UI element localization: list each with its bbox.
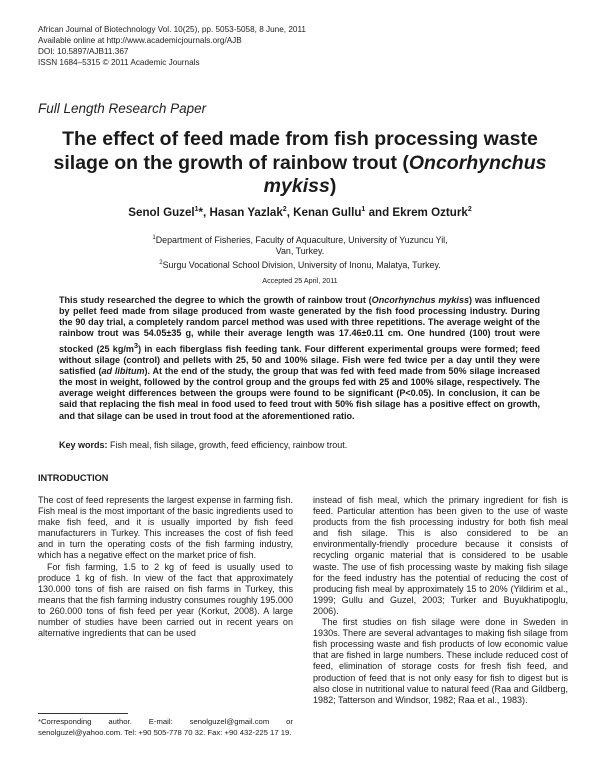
affiliation-1-cont: Van, Turkey. [275,246,325,257]
author-name: Ekrem Ozturk [392,206,468,219]
affiliation-mark: 1 [152,235,156,241]
abstract-text: ) in each fiberglass fish feeding tank. Four different experimental groups were formed; feed without silage (control) and pellets with 25, 50 and 100% silage. Fish were fed twice per a day until they were satisfied ( [59,343,540,376]
corresponding-author-footnote: *Corresponding author. E-mail: senolguzel@gmail.com or senolguzel@yahoo.com. Tel: +90 505-778 70 32. Fax: +90 432-225 17 19. [38,717,293,737]
affiliation-text: Department of Fisheries, Faculty of Aquaculture, University of Yuzuncu Yil, [155,234,448,245]
abstract-text: This study researched the degree to which the growth of rainbow trout ( [59,295,372,305]
title-line-2 [40,152,560,176]
keywords-label: Key words: [59,440,108,450]
title-line-1: The effect of feed made from fish processing waste [62,128,538,150]
author-list: Senol Guzel$^1$*, Hasan Yazlak$^2$, Kenan Gullu$^1$ and Ekrem Ozturk$^2$ [128,206,472,219]
title-line-3 [40,175,560,199]
keywords-list: Fish meal, fish silage, growth, feed efficiency, rainbow trout. [107,440,348,450]
affiliation-1 [40,233,560,246]
corresponding-mark: *, [198,206,207,219]
body-column-left [38,495,293,639]
author-affil-mark: 1 [194,206,199,214]
abstract [59,295,540,422]
author-affil-mark: 1 [361,206,366,214]
journal-citation: African Journal of Biotechnology Vol. 10(25), pp. 5053-5058, 8 June, 2011 [38,25,306,34]
affiliations [40,233,560,271]
abstract-superscript: 3 [133,340,139,350]
paragraph: instead of fish meal, which the primary ingredient for fish is feed. Particular attention has been given to the use of waste products from the fish processing industry for both fish meal and fish silage. This is also considered to be an environmentally-friendly procedure because it consists of recycling organic material that is considered to be usable waste. The use of fish processing waste by making fish silage for the feed industry has the potential of reducing the cost of producing fish meal by approximately 15 to 20% (Yildirim et al., 1999; Gullu and Guzel, 2003; Turker and Buyukhatipoglu, 2006). [313,495,568,616]
abstract-latin-term: ad libitum [101,365,145,376]
section-heading-introduction: INTRODUCTION [38,473,109,483]
abstract-text: ). At the end of the study, the group that was fed with feed made from 50% silage increased the most in weight, followed by the control group and the groups fed with 25 and 100% silage, respectively. The average weight differences between the groups were found to be significant (P<0.05). In conclusion, it can be said that replacing the fish meal in food used to feed trout with 50% fish silage has a positive effect on growth, and that silage can be used in trout food at the aforementioned ratio. [59,365,540,421]
body-column-right [313,495,568,706]
affiliation-mark: 2 [159,259,163,266]
author-name: Hasan Yazlak [209,206,283,219]
paragraph: For fish farming, 1.5 to 2 kg of feed is usually used to produce 1 kg of fish. In view of the fact that approximately 130.000 tons of fish are raised on fish farms in Turkey, this means that the fish farming industry consumes roughly 195.000 to 260.000 tons of fish feed per year (Korkut, 2008). A large number of studies have been carried out in recent years on alternative ingredients that can be used [38,561,293,639]
title-text: silage on the growth of rainbow trout ( [53,151,409,174]
title-species-epithet: mykiss [263,175,330,197]
author-conjunction: and [368,206,390,219]
author-affil-mark: 2 [282,206,287,214]
keywords [59,440,540,450]
title-close-paren: ) [329,175,337,197]
paragraph: The first studies on fish silage were done in Sweden in 1930s. There are several advantages to making fish silage from fish processing waste and fish products of low economic value that are fished in large numbers. These include reduced cost of feed, elimination of storage costs for fresh fish feed, and production of feed that is not only easy for fish to digest but is also close in nutritional value to natural feed (Raa and Gildberg, 1982; Tatterson and Windsor, 1982; Raa et al., 1983). [313,617,568,705]
affiliation-text: Surgu Vocational School Division, University of Inonu, Malatya, Turkey. [162,259,441,270]
journal-header [38,24,306,68]
abstract-text: ) was influenced by pellet feed made from silage produced from waste generated by the fish food processing industry. During the 90 day trial, a completely random parcel method was used with three repetitions. The average weight of the rainbow trout was 54.05±35 g, while their average length was 17.46±0.11 cm. One hundred (100) trout were stocked (25 kg/m [59,295,540,354]
author-affil-mark: 2 [467,206,472,214]
paragraph: The cost of feed represents the largest expense in farming fish. Fish meal is the most important of the basic ingredients used to make fish feed, and it is usually imported by fish feed manufacturers in Turkey. This increases the cost of fish feed and in turn the operating costs of the fish farming industry, which has a negative effect on the market price of fish. [38,495,293,561]
abstract-species: Oncorhynchus mykiss [371,295,470,305]
doi-line: DOI: 10.5897/AJB11.367 [38,47,129,56]
footnote-divider [38,713,128,714]
issn-line: ISSN 1684–5315 © 2011 Academic Journals [38,58,200,67]
paper-type-label: Full Length Research Paper [38,101,207,116]
paper-title [40,128,560,199]
accepted-date: Accepted 25 April, 2011 [262,276,338,285]
author-name: Senol Guzel [128,206,195,219]
author-name: Kenan Gullu [293,206,362,219]
title-species-genus: Oncorhynchus [408,151,547,174]
availability-line: Available online at http://www.academicjournals.org/AJB [38,36,242,45]
affiliation-2 [40,258,560,271]
